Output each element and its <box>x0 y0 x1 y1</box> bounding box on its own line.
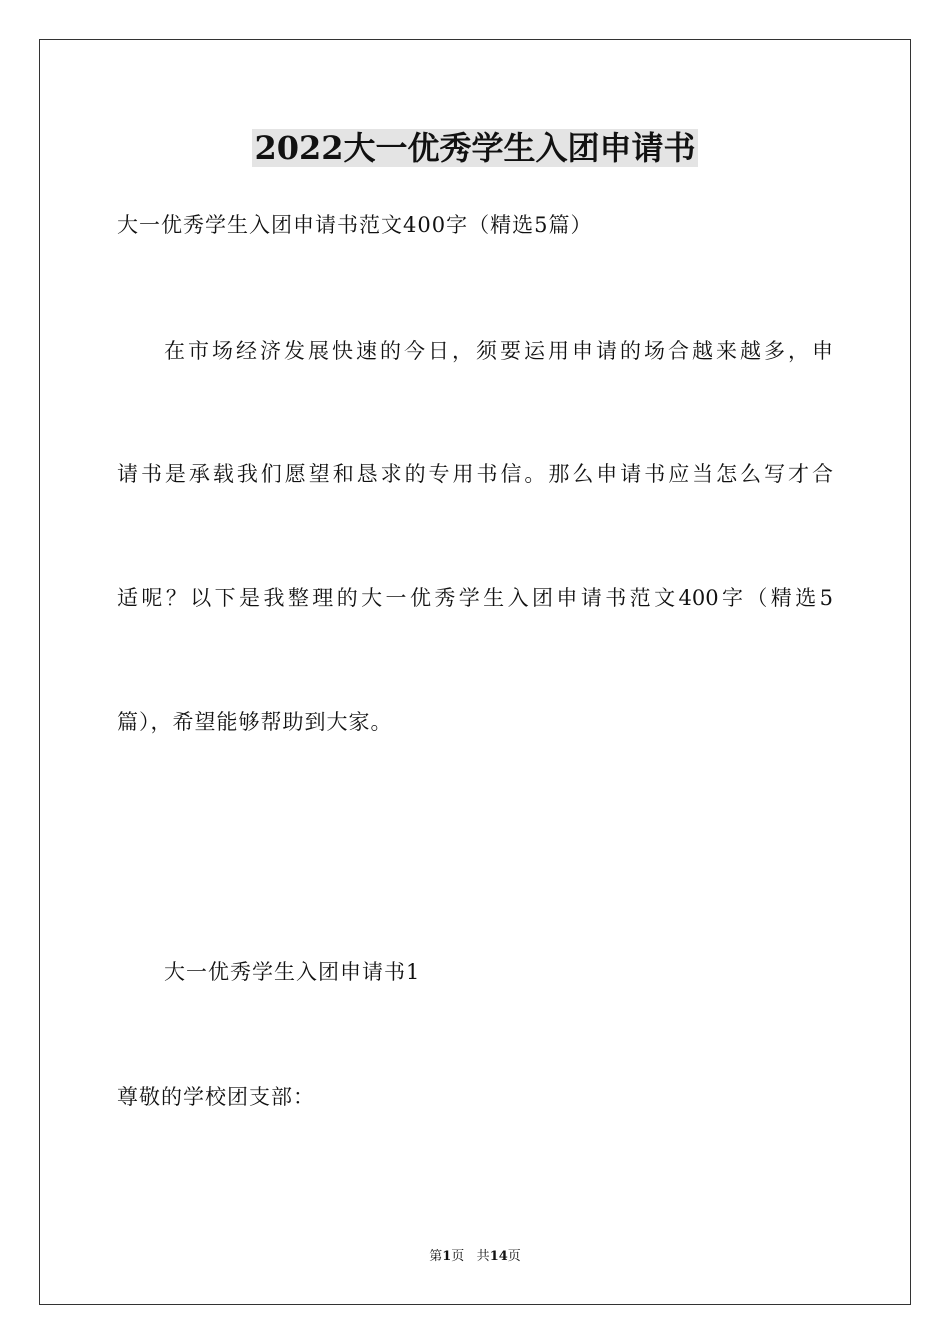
total-pages: 14 <box>489 1249 508 1264</box>
intro-line-1: 在市场经济发展快速的今日，须要运用申请的场合越来越多，申 <box>164 339 833 363</box>
document-title-text: 2022大一优秀学生入团申请书 <box>254 129 696 167</box>
page-prefix: 第 <box>429 1249 443 1264</box>
document-subtitle: 大一优秀学生入团申请书范文400字（精选5篇） <box>117 213 593 237</box>
intro-line-4: 篇），希望能够帮助到大家。 <box>117 710 393 734</box>
section-heading: 大一优秀学生入团申请书1 <box>164 960 421 984</box>
page-number: 1 <box>442 1249 452 1264</box>
intro-line-3: 适呢？以下是我整理的大一优秀学生入团申请书范文400字（精选5 <box>117 586 833 610</box>
salutation: 尊敬的学校团支部： <box>117 1085 315 1109</box>
total-prefix: 共 <box>476 1249 490 1264</box>
intro-line-2: 请书是承载我们愿望和恳求的专用书信。那么申请书应当怎么写才合 <box>117 462 833 486</box>
total-suffix: 页 <box>507 1249 521 1264</box>
document-title <box>0 124 950 172</box>
page-footer <box>0 1248 950 1266</box>
page-suffix: 页 <box>451 1249 465 1264</box>
